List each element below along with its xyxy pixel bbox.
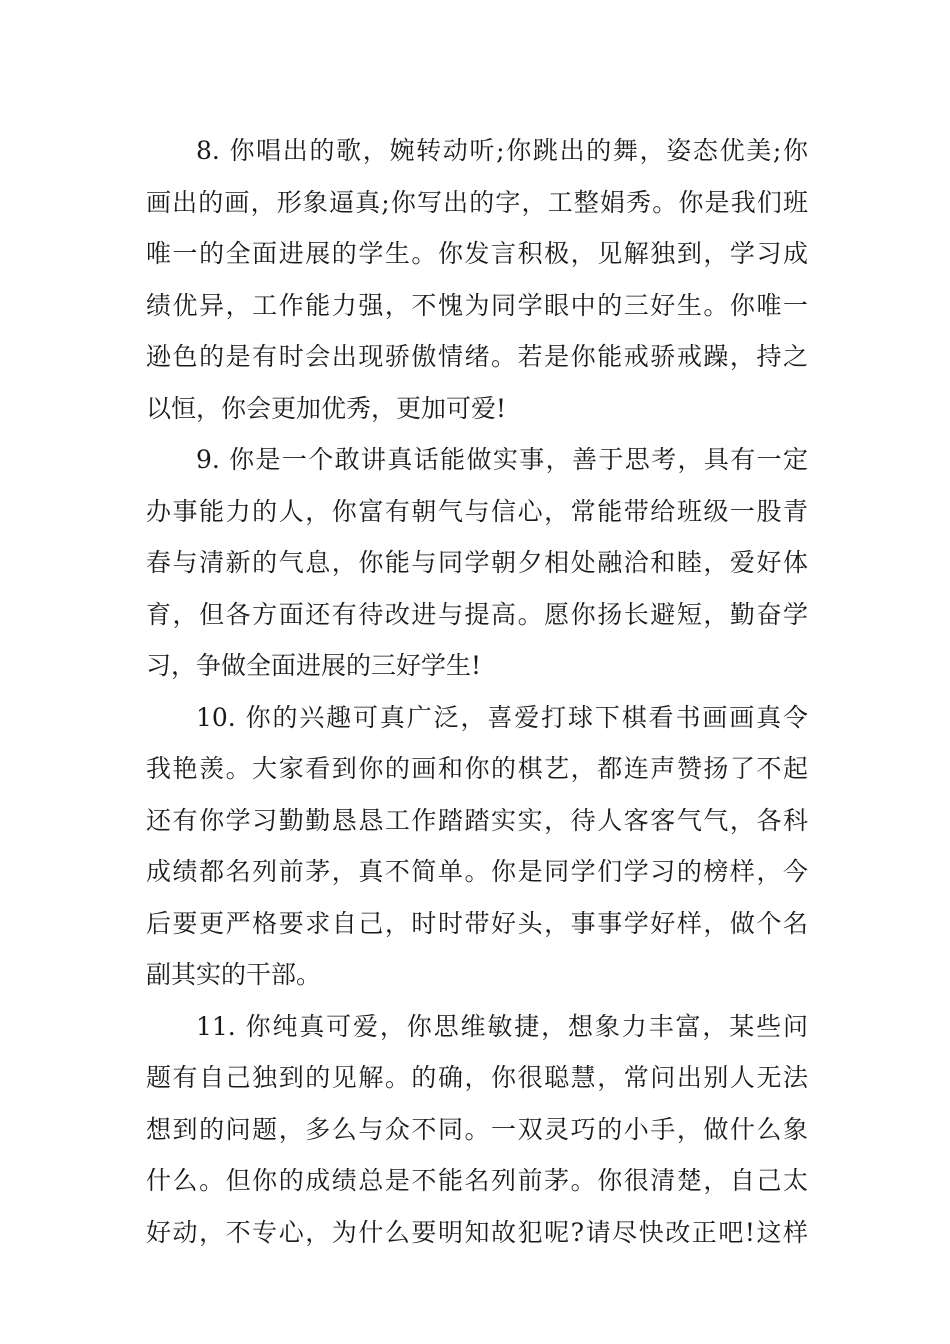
text-line: 想到的问题，多么与众不同。一双灵巧的小手，做什么象 [146,1114,808,1144]
text-line: 成绩都名列前茅，真不简单。你是同学们学习的榜样，今 [146,857,808,886]
text-line: 什么。但你的成绩总是不能名列前茅。你很清楚，自己太 [146,1166,808,1195]
text-line: 办事能力的人，你富有朝气与信心，常能带给班级一股青 [146,496,808,526]
text-line: 8. 你唱出的歌，婉转动听;你跳出的舞，姿态优美;你 [196,136,808,165]
text-line: 11. 你纯真可爱，你思维敏捷，想象力丰富，某些问 [196,1011,808,1041]
body-text [146,125,808,1258]
text-line: 习，争做全面进展的三好学生! [146,651,482,680]
text-line: 后要更严格要求自己，时时带好头，事事学好样，做个名 [146,908,808,938]
text-line: 春与清新的气息，你能与同学朝夕相处融洽和睦，爱好体 [146,548,808,577]
text-line: 还有你学习勤勤恳恳工作踏踏实实，待人客客气气，各科 [146,805,808,835]
text-line: 好动，不专心，为什么要明知故犯呢?请尽快改正吧!这样 [146,1217,808,1247]
text-line: 题有自己独到的见解。的确，你很聪慧，常问出别人无法 [146,1063,808,1092]
text-line: 逊色的是有时会出现骄傲情绪。若是你能戒骄戒躁，持之 [146,342,808,371]
text-line: 育，但各方面还有待改进与提高。愿你扬长避短，勤奋学 [146,599,808,629]
text-line: 以恒，你会更加优秀，更加可爱! [146,393,507,423]
text-line: 唯一的全面进展的学生。你发言积极，见解独到，学习成 [146,239,808,268]
text-line: 我艳羡。大家看到你的画和你的棋艺，都连声赞扬了不起 [146,754,808,783]
text-line: 绩优异，工作能力强，不愧为同学眼中的三好生。你唯一 [146,290,808,320]
text-line: 9. 你是一个敢讲真话能做实事，善于思考，具有一定 [196,445,808,474]
text-line: 10. 你的兴趣可真广泛，喜爱打球下棋看书画画真令 [196,702,808,732]
text-line: 副其实的干部。 [146,960,322,989]
text-line: 画出的画，形象逼真;你写出的字，工整娟秀。你是我们班 [146,187,808,217]
